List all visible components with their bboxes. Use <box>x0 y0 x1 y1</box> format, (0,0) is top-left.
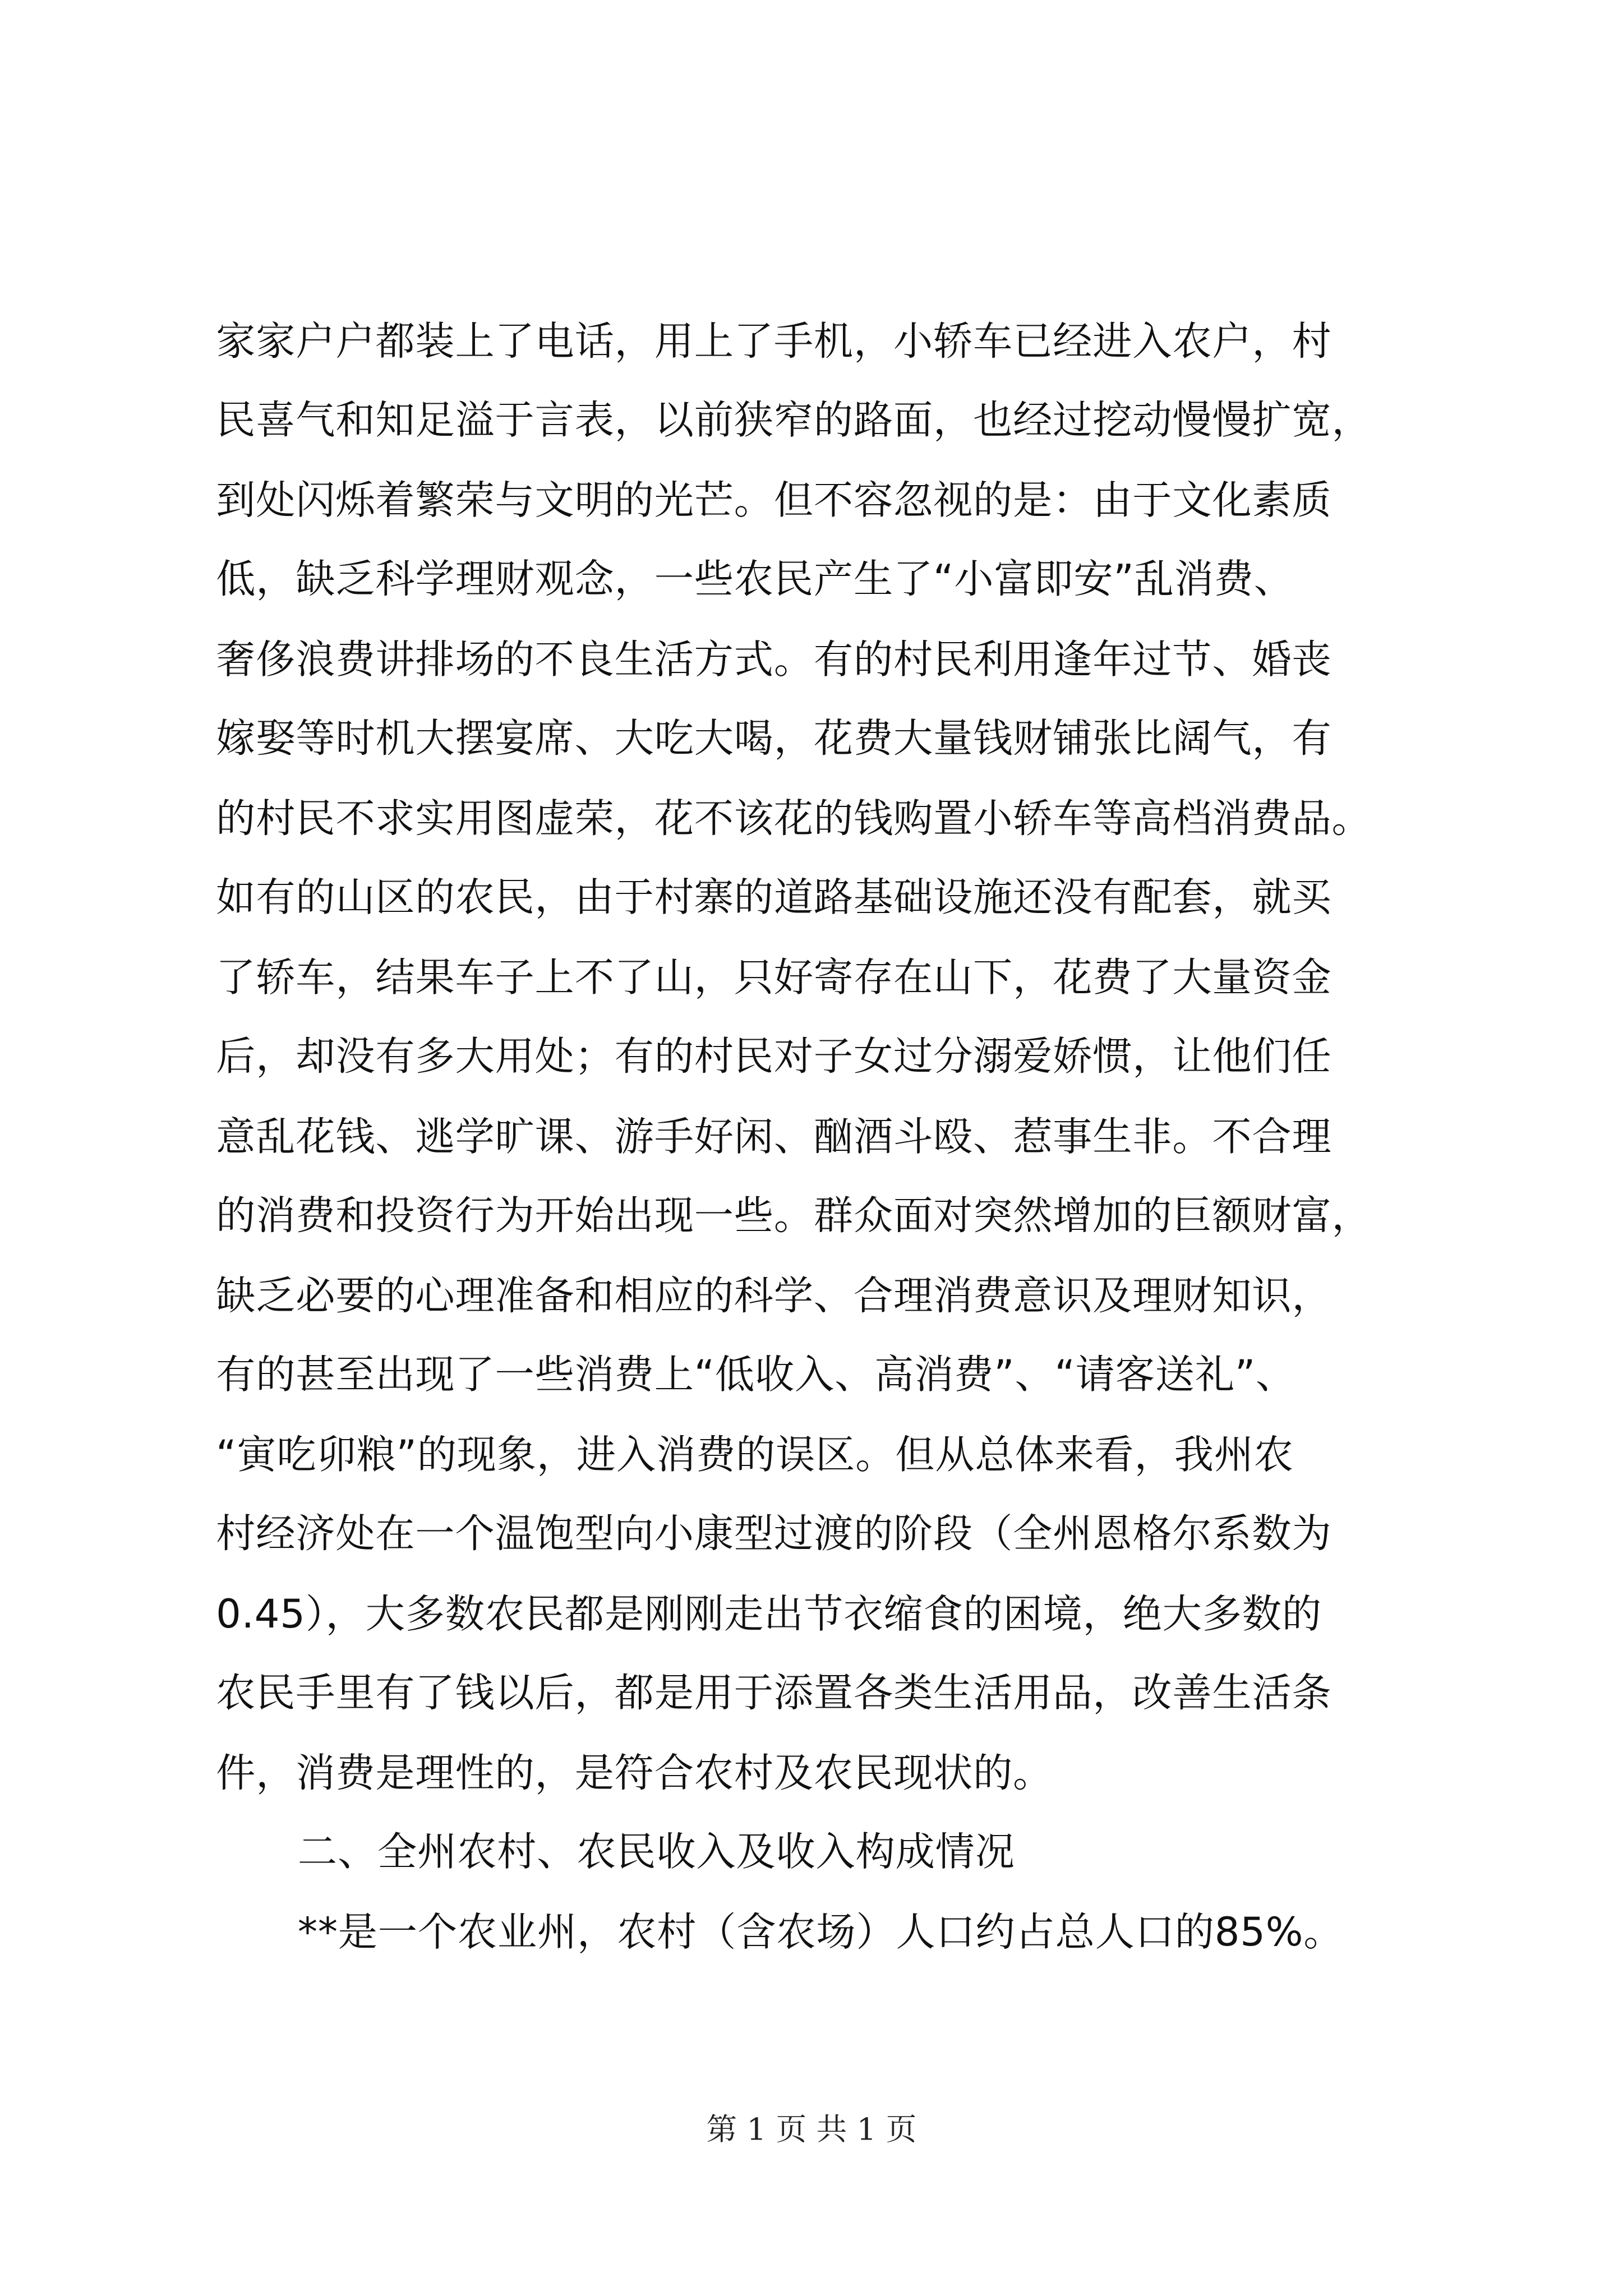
body-text-line: **是一个农业州，农村（含农场）人口约占总人口的85%。 <box>297 1910 1344 1956</box>
body-text-line: 缺乏必要的心理准备和相应的科学、合理消费意识及理财知识， <box>216 1274 1332 1320</box>
body-text-line: 有的甚至出现了一些消费上“低收入、高消费”、“请客送礼”、 <box>216 1353 1296 1399</box>
body-text-line: 如有的山区的农民，由于村寨的道路基础设施还没有配套，就买 <box>216 875 1332 921</box>
body-text-line: 件，消费是理性的，是符合农村及农民现状的。 <box>216 1751 1053 1797</box>
page-footer: 第 1 页 共 1 页 <box>706 2111 917 2147</box>
body-text-line: 民喜气和知足溢于言表，以前狭窄的路面，也经过挖动慢慢扩宽， <box>216 398 1372 444</box>
body-text-line: 0.45），大多数农民都是刚刚走出节衣缩食的困境，绝大多数的 <box>216 1592 1322 1638</box>
body-text-line: 到处闪烁着繁荣与文明的光芒。但不容忽视的是：由于文化素质 <box>216 478 1332 524</box>
body-text-line: 奢侈浪费讲排场的不良生活方式。有的村民利用逢年过节、婚丧 <box>216 638 1332 683</box>
body-text-line: 村经济处在一个温饱型向小康型过渡的阶段（全州恩格尔系数为 <box>216 1512 1332 1557</box>
section-heading: 二、全州农村、农民收入及收入构成情况 <box>297 1830 1015 1876</box>
body-text-line: 了轿车，结果车子上不了山，只好寄存在山下，花费了大量资金 <box>216 956 1332 1002</box>
body-text-line: 的消费和投资行为开始出现一些。群众面对突然增加的巨额财富， <box>216 1193 1372 1239</box>
body-text-line: “寅吃卯粮”的现象，进入消费的误区。但从总体来看，我州农 <box>216 1433 1294 1479</box>
body-text-line: 农民手里有了钱以后，都是用于添置各类生活用品，改善生活条 <box>216 1671 1332 1717</box>
body-text-line: 嫁娶等时机大摆宴席、大吃大喝，花费大量钱财铺张比阔气，有 <box>216 716 1332 762</box>
body-text-line: 意乱花钱、逃学旷课、游手好闲、酗酒斗殴、惹事生非。不合理 <box>216 1115 1332 1160</box>
body-text-line: 家家户户都装上了电话，用上了手机，小轿车已经进入农户，村 <box>216 319 1332 365</box>
body-text-line: 后，却没有多大用处；有的村民对子女过分溺爱娇惯，让他们任 <box>216 1035 1332 1080</box>
body-text-line: 的村民不求实用图虚荣，花不该花的钱购置小轿车等高档消费品。 <box>216 796 1372 842</box>
body-text-line: 低，缺乏科学理财观念，一些农民产生了“小富即安”乱消费、 <box>216 557 1294 603</box>
